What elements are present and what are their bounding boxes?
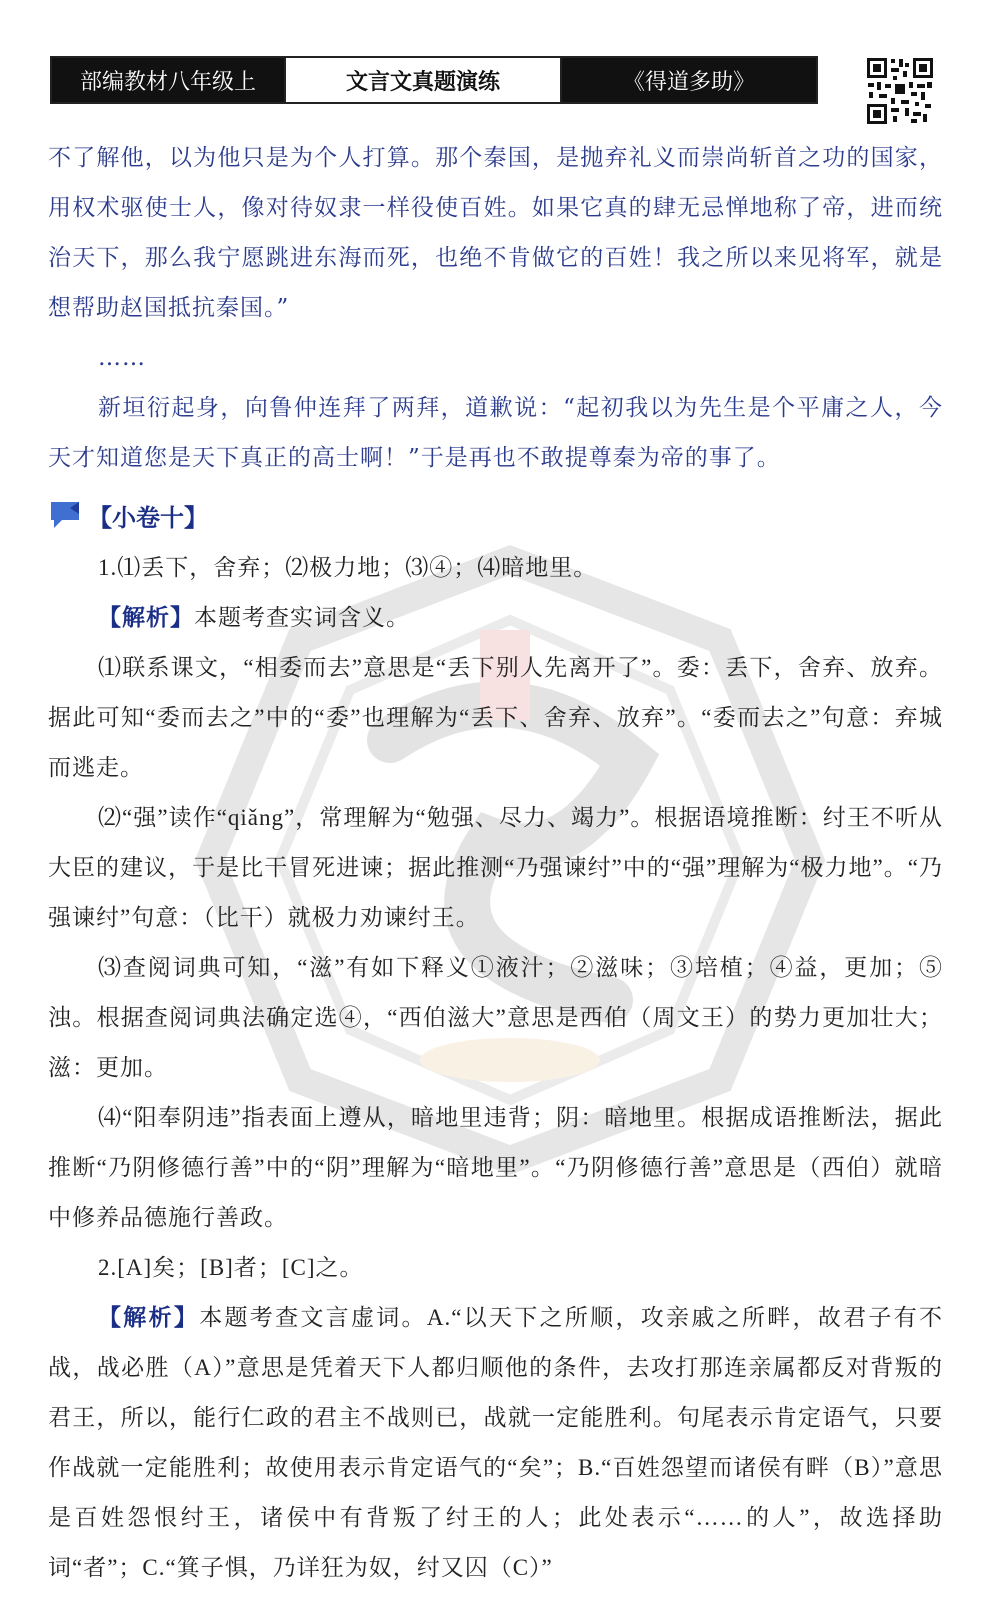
answer-1: 1.⑴丢下，舍弃；⑵极力地；⑶④；⑷暗地里。 xyxy=(98,555,598,580)
analysis-paragraph: ⑶查阅词典可知，“滋”有如下释义①液汁；②滋味；③培植；④益，更加；⑤浊。根据查阅词典法确定选④，“西伯滋大”意思是西伯（周文王）的势力更加壮大；滋：更加。 xyxy=(48,955,943,1080)
analysis-paragraph: ⑵“强”读作“qiǎng”，常理解为“勉强、尽力、竭力”。根据语境推断：纣王不听从大臣的建议，于是比干冒死进谏；据此推测“乃强谏纣”中的“强”理解为“极力地”。“乃强谏纣”句意：（比干）就极力劝谏纣王。 xyxy=(48,805,943,930)
section-title: 【小卷十】 xyxy=(88,502,208,532)
analysis-intro xyxy=(48,593,943,643)
translation-paragraph: 新垣衍起身，向鲁仲连拜了两拜，道歉说：“起初我以为先生是个平庸之人，今天才知道您是天下真正的高士啊！”于是再也不敢提尊秦为帝的事了。 xyxy=(48,395,943,471)
section-heading xyxy=(48,489,943,541)
analysis-tag: 【解析】 xyxy=(98,605,194,630)
qr-code-icon xyxy=(865,56,935,126)
header-textbook: 部编教材八年级上 xyxy=(52,58,284,102)
analysis-text: 本题考查文言虚词。A.“以天下之所顺，攻亲戚之所畔，故君子有不战，战必胜（A）”意思是凭着天下人都归顺他的条件，去攻打那连亲属都反对背叛的君王，所以，能行仁政的君主不战则已，战就一定能胜利。句尾表示肯定语气，只要作战就一定能胜利；故使用表示肯定语气的“矣”；B.“百姓怨望而诸侯有畔（B）”意思是百姓怨恨纣王，诸侯中有背叛了纣王的人；此处表示“……的人”，故选择助词“者”；C.“箕子惧，乃详狂为奴，纣又囚（C）” xyxy=(48,1305,943,1580)
header-bar xyxy=(50,56,818,104)
analysis-text: 本题考查实词含义。 xyxy=(194,605,410,630)
page-content xyxy=(48,133,943,1593)
analysis-paragraph: ⑴联系课文，“相委而去”意思是“丢下别人先离开了”。委：丢下，舍弃、放弃。据此可知“委而去之”中的“委”也理解为“丢下、舍弃、放弃”。“委而去之”句意：弃城而逃走。 xyxy=(48,655,943,780)
header-lesson: 《得道多助》 xyxy=(562,58,816,102)
speech-bubble-icon xyxy=(48,500,82,530)
analysis-tag: 【解析】 xyxy=(98,1305,200,1330)
translation-paragraph: 不了解他，以为他只是为个人打算。那个秦国，是抛弃礼义而崇尚斩首之功的国家，用权术驱使士人，像对待奴隶一样役使百姓。如果它真的肆无忌惮地称了帝，进而统治天下，那么我宁愿跳进东海而死，也绝不肯做它的百姓！我之所以来见将军，就是想帮助赵国抵抗秦国。” xyxy=(48,145,943,321)
answer-2: 2.[A]矣；[B]者；[C]之。 xyxy=(98,1255,364,1280)
analysis-paragraph xyxy=(48,1293,943,1593)
ellipsis-line: …… xyxy=(98,345,146,371)
analysis-paragraph: ⑷“阳奉阴违”指表面上遵从，暗地里违背；阴：暗地里。根据成语推断法，据此推断“乃阴修德行善”中的“阴”理解为“暗地里”。“乃阴修德行善”意思是（西伯）就暗中修养品德施行善政。 xyxy=(48,1105,943,1230)
header-topic: 文言文真题演练 xyxy=(284,58,562,102)
